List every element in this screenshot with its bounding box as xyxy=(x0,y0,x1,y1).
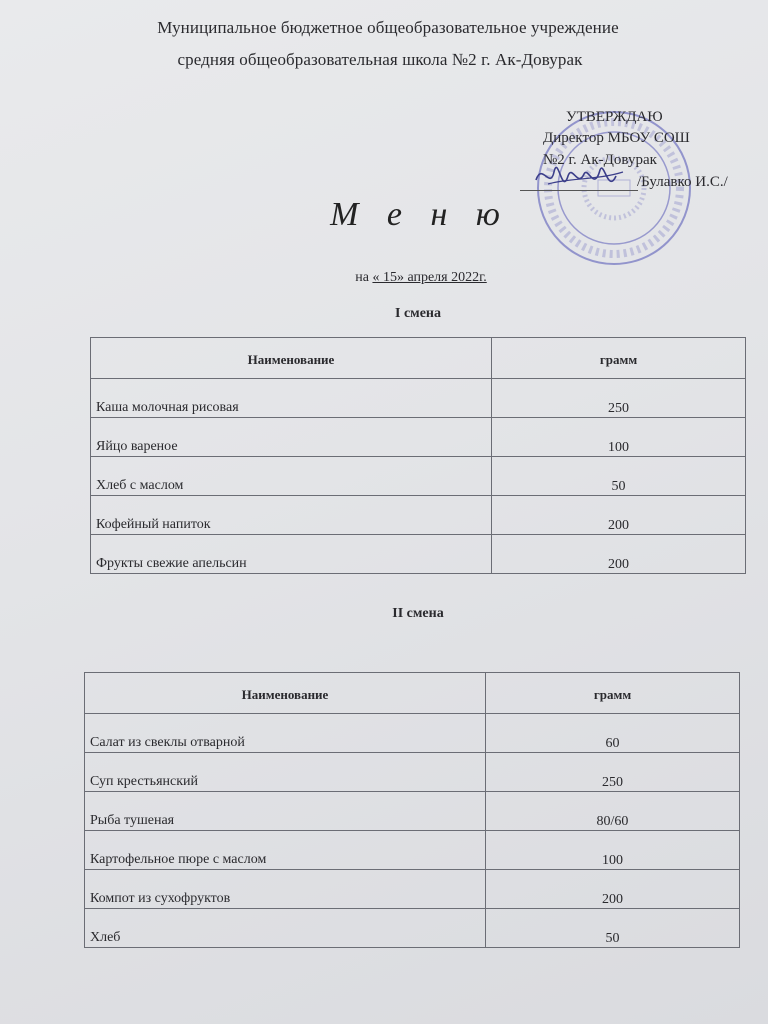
shift1-menu-table xyxy=(90,337,746,574)
table-row xyxy=(85,831,740,870)
approval-position: Директор МБОУ СОШ xyxy=(543,130,690,146)
dish-name: Компот из сухофруктов xyxy=(90,891,231,906)
dish-name: Фрукты свежие апельсин xyxy=(96,556,247,571)
dish-gram: 250 xyxy=(602,774,623,790)
dish-gram: 80/60 xyxy=(596,813,629,829)
dish-name: Кофейный напиток xyxy=(96,517,211,532)
dish-name: Хлеб xyxy=(90,930,121,945)
dish-name: Салат из свеклы отварной xyxy=(90,735,245,750)
table-row xyxy=(91,535,746,574)
dish-name: Хлеб с маслом xyxy=(96,478,184,493)
dish-gram: 200 xyxy=(602,891,623,907)
date-value: « 15» апреля 2022г. xyxy=(372,270,487,285)
dish-gram: 100 xyxy=(602,852,623,868)
approval-signer: /Булавко И.С./ xyxy=(637,174,728,190)
table-header-row xyxy=(85,673,740,714)
column-header-name: Наименование xyxy=(91,338,492,379)
dish-gram: 100 xyxy=(608,439,629,455)
dish-gram: 200 xyxy=(608,556,629,572)
menu-date xyxy=(0,270,768,286)
dish-gram: 250 xyxy=(608,400,629,416)
dish-name: Картофельное пюре с маслом xyxy=(90,852,267,867)
column-header-name: Наименование xyxy=(85,673,486,714)
table-row xyxy=(91,457,746,496)
shift1-label: I смена xyxy=(395,306,441,321)
dish-gram: 50 xyxy=(605,930,620,946)
table-row xyxy=(85,870,740,909)
shift2-label: II смена xyxy=(392,606,444,621)
dish-gram: 60 xyxy=(605,735,620,751)
dish-gram: 50 xyxy=(611,478,626,494)
approval-heading: УТВЕРЖДАЮ xyxy=(566,109,663,125)
menu-title: М е н ю xyxy=(330,196,510,233)
table-row xyxy=(85,714,740,753)
dish-name: Каша молочная рисовая xyxy=(96,400,239,415)
table-row xyxy=(85,753,740,792)
school-name-line2: средняя общеобразовательная школа №2 г. Ак-Довурак xyxy=(177,50,583,69)
approval-school: №2 г. Ак-Довурак xyxy=(543,152,657,168)
school-name-line1: Муниципальное бюджетное общеобразовательное учреждение xyxy=(157,18,619,37)
dish-name: Рыба тушеная xyxy=(90,813,175,828)
table-row xyxy=(91,379,746,418)
table-header-row xyxy=(91,338,746,379)
dish-name: Яйцо вареное xyxy=(96,439,178,454)
date-prefix: на xyxy=(355,270,373,285)
table-row xyxy=(91,496,746,535)
shift2-menu-table xyxy=(84,672,740,948)
table-row xyxy=(91,418,746,457)
dish-gram: 200 xyxy=(608,517,629,533)
column-header-gram: грамм xyxy=(486,673,740,714)
dish-name: Суп крестьянский xyxy=(90,774,198,789)
table-row xyxy=(85,792,740,831)
column-header-gram: грамм xyxy=(492,338,746,379)
table-row xyxy=(85,909,740,948)
